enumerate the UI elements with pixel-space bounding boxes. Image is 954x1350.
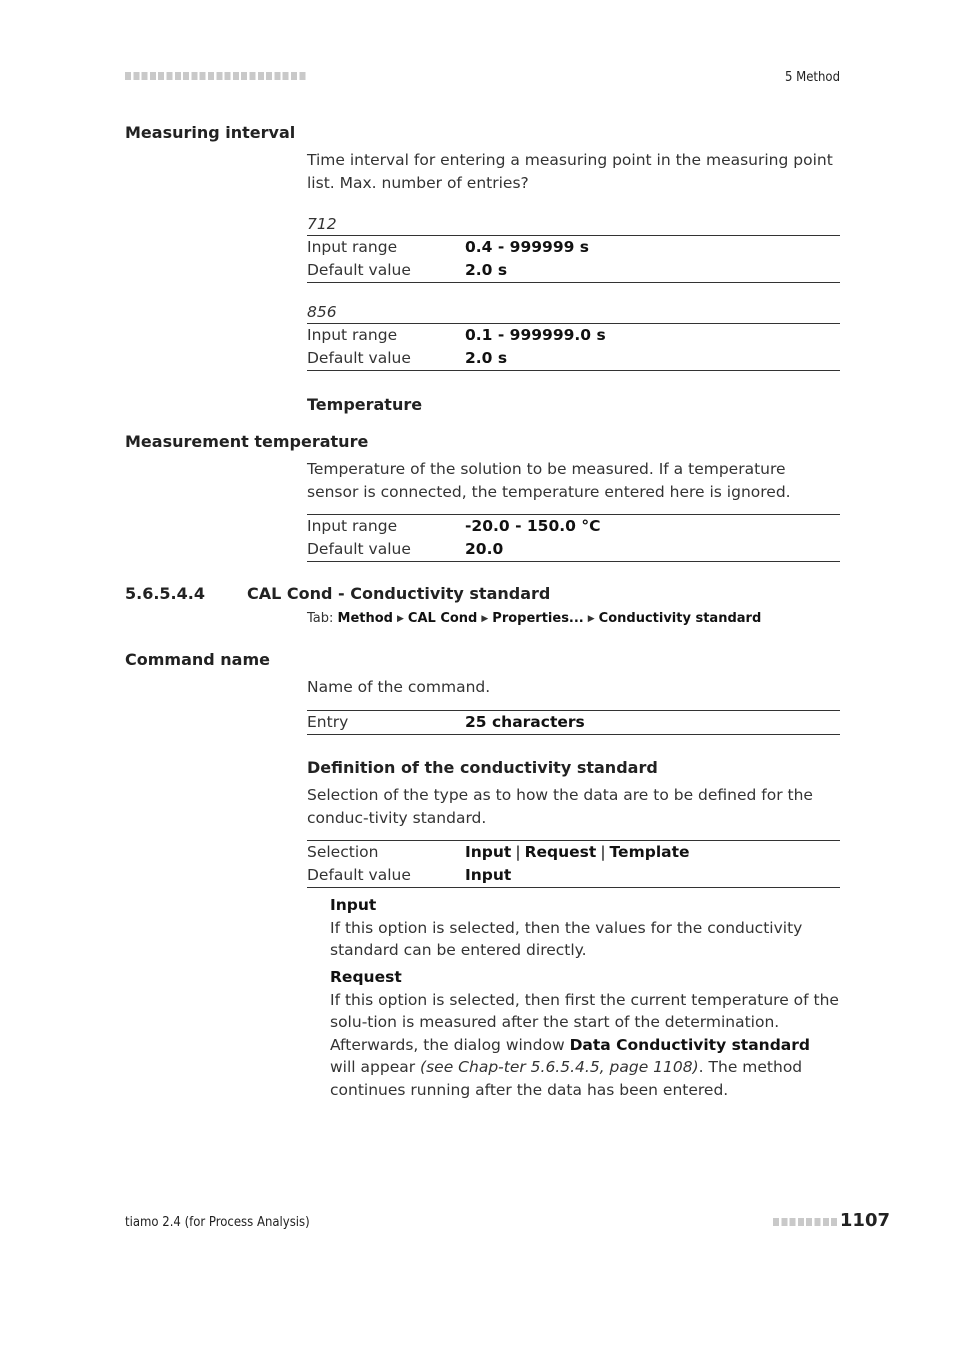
table-caption: 712 [307, 213, 840, 236]
spec-table-856 [307, 301, 840, 371]
table-row [307, 538, 840, 561]
section-title: CAL Cond - Conductivity standard [247, 584, 551, 603]
measurement-temperature-heading: Measurement temperature [125, 432, 369, 451]
desc-text: will appear [330, 1058, 421, 1076]
breadcrumb-item: Conductivity standard [598, 611, 762, 626]
tab-prefix: Tab: [307, 611, 334, 626]
page-number: 1107 [839, 1210, 890, 1231]
row-key: Input range [307, 517, 398, 535]
dialog-name: Data Conductivity standard [569, 1035, 811, 1054]
table-row [307, 347, 840, 370]
spec-table-712 [307, 213, 840, 283]
row-value [465, 841, 690, 864]
separator: | [600, 843, 606, 861]
option-value: Template [609, 843, 690, 861]
header-chapter: 5 Method [784, 70, 840, 85]
command-name-table [307, 710, 840, 735]
desc-text: If this option is selected, then first the current temperature of the solu-tion is measured after the start of the determination. Afterwards, the dialog window [330, 990, 839, 1054]
option-input [330, 894, 840, 962]
row-value: 2.0 s [465, 261, 508, 279]
breadcrumb-item: Properties... [492, 611, 584, 626]
table-caption: 856 [307, 301, 840, 324]
row-key: Default value [307, 261, 411, 279]
header-decoration [125, 72, 307, 80]
definition-description: Selection of the type as to how the data are to be defined for the conduc-tivity standard. [307, 786, 813, 827]
option-value: Input [465, 843, 512, 861]
row-key: Default value [307, 349, 411, 367]
measuring-interval-heading: Measuring interval [125, 123, 296, 142]
chapter-reference-link[interactable]: (see Chap-ter 5.6.5.4.5, page 1108) [420, 1058, 699, 1076]
row-key: Default value [307, 866, 411, 884]
row-key: Selection [307, 843, 379, 861]
table-row [307, 236, 840, 259]
definition-table [307, 840, 840, 888]
table-row [307, 711, 840, 734]
row-key: Default value [307, 540, 411, 558]
option-title: Input [330, 896, 377, 914]
option-description [330, 989, 840, 1102]
row-key: Input range [307, 238, 398, 256]
triangle-right-icon: ▶ [397, 614, 404, 624]
row-key: Entry [307, 713, 349, 731]
row-value: 20.0 [465, 540, 504, 558]
definition-subheading: Definition of the conductivity standard [307, 758, 658, 777]
footer-product: tiamo 2.4 (for Process Analysis) [125, 1215, 310, 1230]
table-row [307, 841, 840, 864]
row-value: 2.0 s [465, 349, 508, 367]
triangle-right-icon: ▶ [587, 614, 595, 624]
row-value: 0.4 - 999999 s [465, 238, 590, 256]
command-name-description: Name of the command. [307, 678, 491, 696]
row-value: -20.0 - 150.0 °C [465, 517, 601, 535]
option-description: If this option is selected, then the values for the conductivity standard can be entered directly. [330, 918, 803, 959]
footer-decoration [773, 1218, 839, 1226]
temperature-subheading: Temperature [307, 395, 423, 414]
triangle-right-icon: ▶ [481, 614, 489, 624]
table-row [307, 259, 840, 282]
breadcrumb-item: CAL Cond [407, 611, 478, 626]
option-value: Request [524, 843, 597, 861]
row-value: Input [465, 866, 512, 884]
breadcrumb-item: Method [337, 611, 393, 626]
desc-text: . The method continues running after the data has been entered. [330, 1058, 803, 1099]
measuring-interval-description: Time interval for entering a measuring point in the measuring point list. Max. number of entries? [307, 151, 833, 192]
measurement-temperature-description: Temperature of the solution to be measured. If a temperature sensor is connected, the temperature entered here is ignored. [307, 460, 791, 501]
separator: | [515, 843, 521, 861]
table-row [307, 864, 840, 887]
option-request [330, 966, 840, 1101]
row-key: Input range [307, 326, 398, 344]
tab-breadcrumb [307, 611, 761, 626]
temperature-table [307, 514, 840, 562]
row-value: 0.1 - 999999.0 s [465, 326, 606, 344]
section-number: 5.6.5.4.4 [125, 584, 205, 603]
table-row [307, 324, 840, 347]
command-name-heading: Command name [125, 650, 270, 669]
option-title: Request [330, 968, 402, 986]
row-value: 25 characters [465, 713, 585, 731]
table-row [307, 515, 840, 538]
